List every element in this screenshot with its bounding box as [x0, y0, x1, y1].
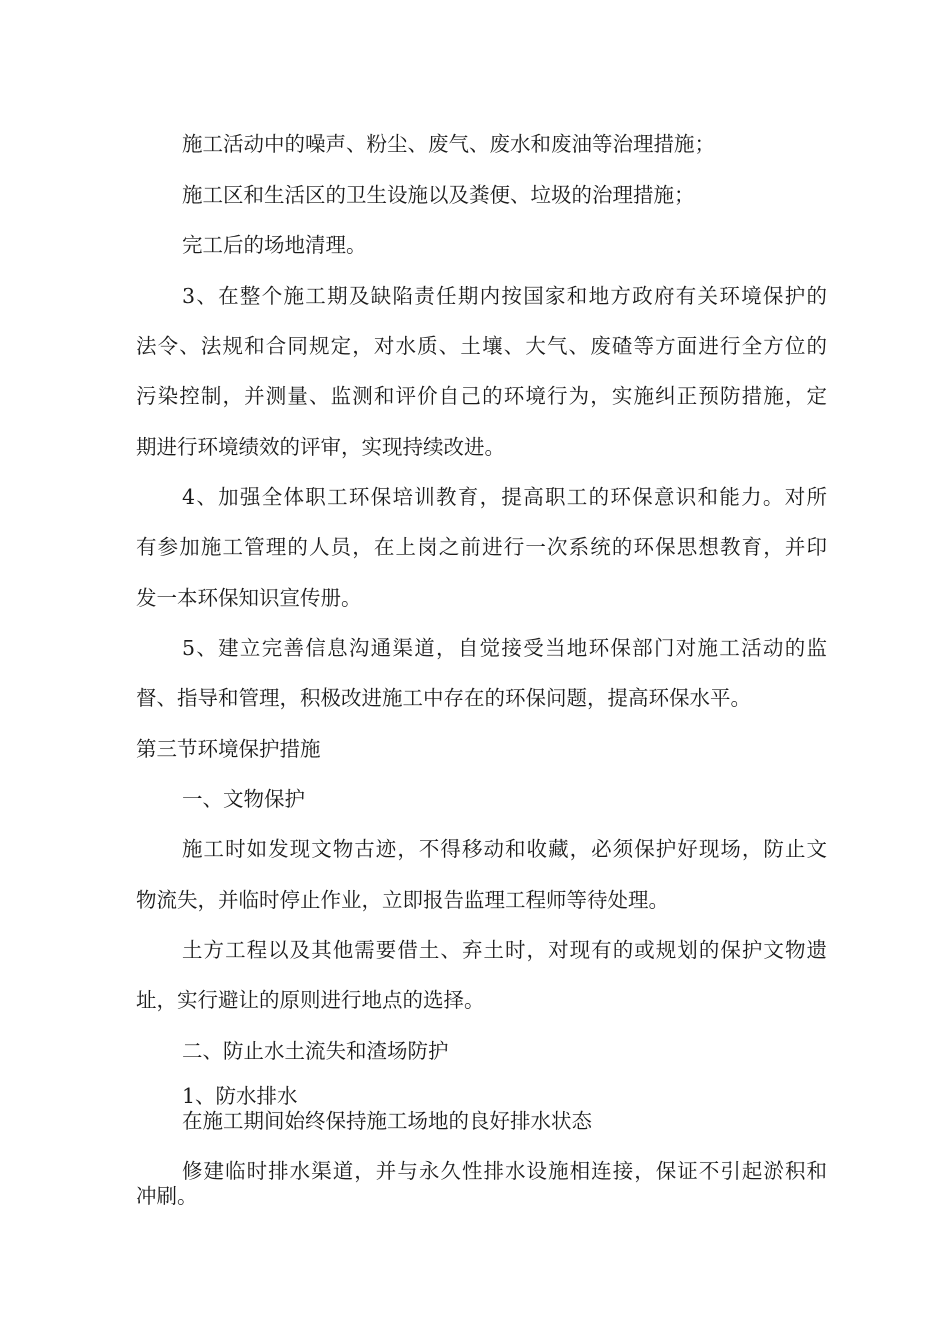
text-line: 3、在整个施工期及缺陷责任期内按国家和地方政府有关环境保护的 [182, 284, 827, 308]
text-line: 在施工期间始终保持施工场地的良好排水状态 [182, 1109, 592, 1133]
text-line: 施工时如发现文物古迹，不得移动和收藏，必须保护好现场，防止文 [182, 837, 827, 861]
text-line: 5、建立完善信息沟通渠道，自觉接受当地环保部门对施工活动的监 [182, 636, 827, 660]
text-line: 4、加强全体职工环保培训教育，提高职工的环保意识和能力。对所 [182, 485, 827, 509]
text-line: 发一本环保知识宣传册。 [136, 586, 362, 610]
text-line: 址，实行避让的原则进行地点的选择。 [136, 988, 485, 1012]
text-line: 污染控制，并测量、监测和评价自己的环境行为，实施纠正预防措施，定 [136, 384, 827, 408]
text-line: 法令、法规和合同规定，对水质、土壤、大气、废碴等方面进行全方位的 [136, 334, 827, 358]
item-heading: 1、防水排水 [182, 1084, 298, 1108]
text-line: 施工区和生活区的卫生设施以及粪便、垃圾的治理措施； [182, 183, 695, 207]
text-line: 土方工程以及其他需要借土、弃土时，对现有的或规划的保护文物遗 [182, 938, 827, 962]
text-line: 冲刷。 [136, 1184, 198, 1208]
subsection-heading: 二、防止水土流失和渣场防护 [182, 1039, 449, 1063]
text-line: 物流失，并临时停止作业，立即报告监理工程师等待处理。 [136, 888, 669, 912]
text-line: 完工后的场地清理。 [182, 233, 367, 257]
text-line: 有参加施工管理的人员，在上岗之前进行一次系统的环保思想教育，并印 [136, 535, 827, 559]
text-line: 期进行环境绩效的评审，实现持续改进。 [136, 435, 505, 459]
text-line: 修建临时排水渠道，并与永久性排水设施相连接，保证不引起淤积和 [182, 1159, 827, 1183]
text-line: 督、指导和管理，积极改进施工中存在的环保问题，提高环保水平。 [136, 686, 751, 710]
section-heading: 第三节环境保护措施 [136, 737, 321, 761]
subsection-heading: 一、文物保护 [182, 787, 305, 811]
text-line: 施工活动中的噪声、粉尘、废气、废水和废油等治理措施； [182, 132, 715, 156]
